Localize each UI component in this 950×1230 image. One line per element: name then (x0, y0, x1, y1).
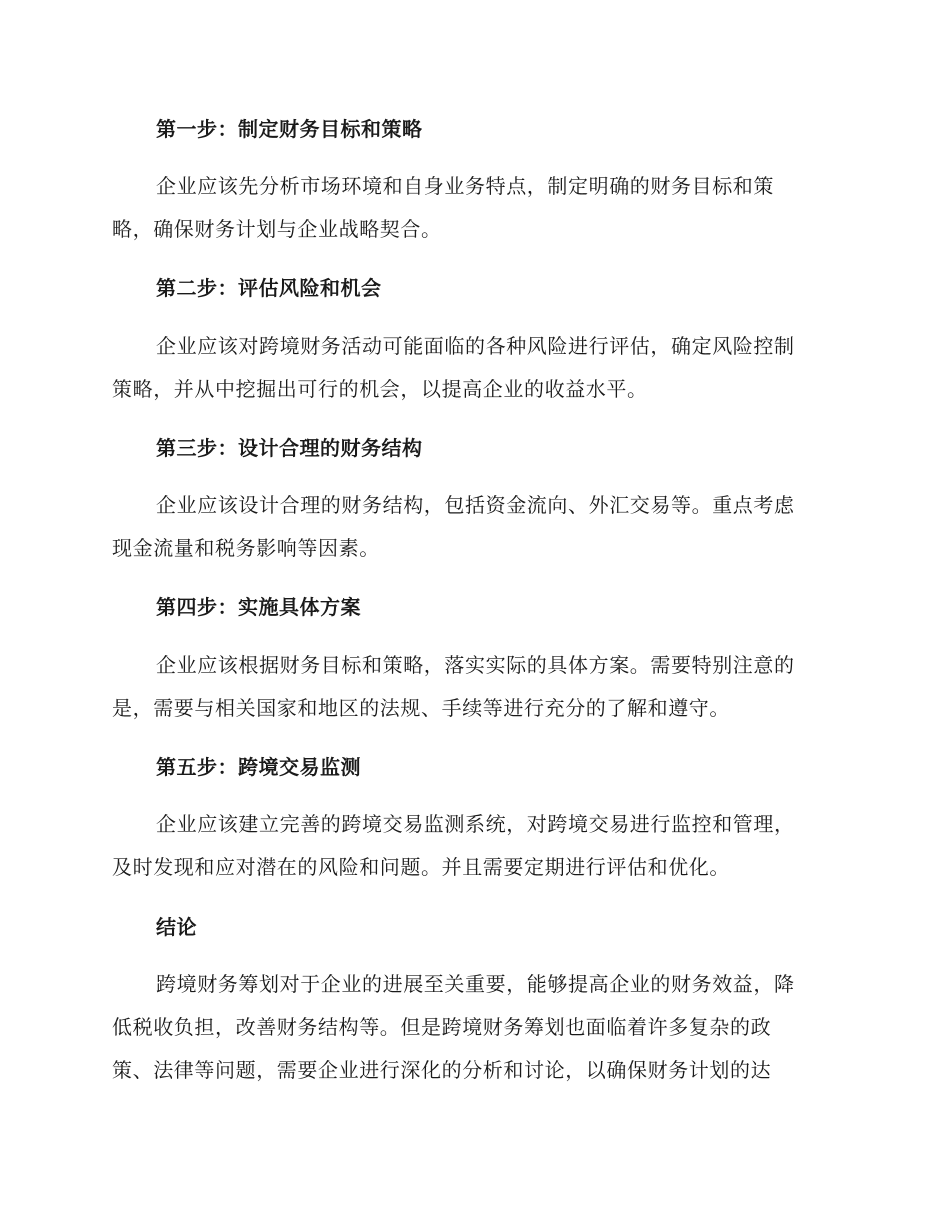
paragraph-line: 企业应该设计合理的财务结构，包括资金流向、外汇交易等。重点考虑 (156, 493, 795, 517)
paragraph-line: 现金流量和税务影响等因素。 (112, 536, 380, 560)
section-heading-step-2: 第二步：评估风险和机会 (156, 276, 382, 300)
section-heading-step-1: 第一步：制定财务目标和策略 (156, 117, 423, 141)
paragraph-line: 企业应该先分析市场环境和自身业务特点，制定明确的财务目标和策 (156, 174, 774, 198)
section-paragraph-step-4 (112, 644, 832, 730)
paragraph-line: 低税收负担，改善财务结构等。但是跨境财务筹划也面临着许多复杂的政 (112, 1015, 772, 1039)
section-paragraph-step-1 (112, 165, 832, 251)
section-heading-conclusion: 结论 (156, 915, 197, 939)
section-heading-step-3: 第三步：设计合理的财务结构 (156, 436, 423, 460)
paragraph-line: 企业应该建立完善的跨境交易监测系统，对跨境交易进行监控和管理， (156, 812, 795, 836)
section-heading-step-5: 第五步：跨境交易监测 (156, 755, 361, 779)
section-paragraph-step-2 (112, 325, 832, 411)
paragraph-line: 略，确保财务计划与企业战略契合。 (112, 217, 442, 241)
paragraph-line: 是，需要与相关国家和地区的法规、手续等进行充分的了解和遵守。 (112, 696, 730, 720)
section-paragraph-step-5 (112, 803, 832, 889)
paragraph-line: 跨境财务筹划对于企业的进展至关重要，能够提高企业的财务效益，降 (156, 972, 795, 996)
paragraph-line: 企业应该对跨境财务活动可能面临的各种风险进行评估，确定风险控制 (156, 334, 795, 358)
section-paragraph-conclusion (112, 963, 832, 1092)
paragraph-line: 及时发现和应对潜在的风险和问题。并且需要定期进行评估和优化。 (112, 855, 730, 879)
paragraph-line: 企业应该根据财务目标和策略，落实实际的具体方案。需要特别注意的 (156, 653, 795, 677)
paragraph-line: 策、法律等问题，需要企业进行深化的分析和讨论，以确保财务计划的达 (112, 1058, 772, 1082)
section-heading-step-4: 第四步：实施具体方案 (156, 595, 361, 619)
section-paragraph-step-3 (112, 484, 832, 570)
paragraph-line: 策略，并从中挖掘出可行的机会，以提高企业的收益水平。 (112, 377, 648, 401)
